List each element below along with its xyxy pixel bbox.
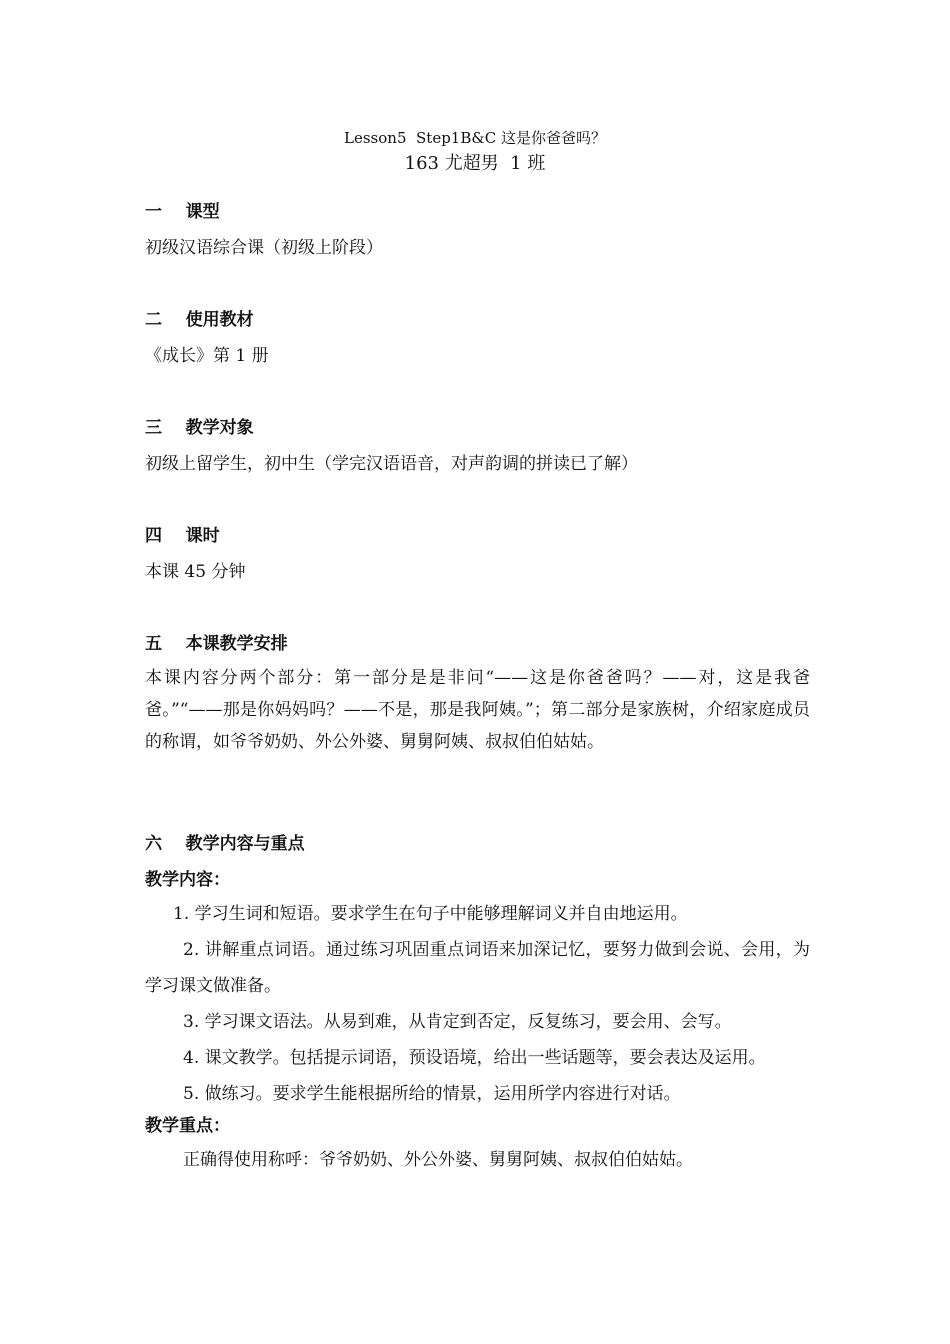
list-item: 4. 课文教学。包括提示词语，预设语境，给出一些话题等，要会表达及运用。 [183,1048,766,1068]
section-heading: 三 教学对象 [145,418,254,438]
section-body: 初级上留学生，初中生（学完汉语语音，对声韵调的拼读已了解） [145,454,638,474]
lesson-title: Lesson5 Step1B&C 这是你爸爸吗？ [344,129,606,147]
section-body: 本课 45 分钟 [145,562,246,582]
focus-text: 正确得使用称呼：爷爷奶奶、外公外婆、舅舅阿姨、叔叔伯伯姑姑。 [183,1150,693,1170]
list-item: 3. 学习课文语法。从易到难，从肯定到否定，反复练习，要会用、会写。 [183,1012,732,1032]
section-course-type [145,200,810,260]
focus-label: 教学重点： [145,1116,230,1136]
list-item: 5. 做练习。要求学生能根据所给的情景，运用所学内容进行对话。 [183,1084,681,1104]
section-body: 初级汉语综合课（初级上阶段） [145,238,383,258]
author-line: 163 尤超男 1 班 [404,153,546,174]
section-arrangement [145,632,810,758]
section-heading: 四 课时 [145,526,220,546]
section-heading: 六 教学内容与重点 [145,834,305,854]
section-body: 本课内容分两个部分：第一部分是是非问“——这是你爸爸吗？——对，这是我爸爸。”“——那是你妈妈吗？——不是，那是我阿姨。”；第二部分是家族树，介绍家庭成员的称谓，如爷爷奶奶、外公外婆、舅舅阿姨、叔叔伯伯姑姑。 [145,668,810,752]
section-heading: 一 课型 [145,202,220,222]
section-textbook [145,308,810,368]
section-heading: 五 本课教学安排 [145,634,288,654]
section-duration [145,524,810,584]
section-heading: 二 使用教材 [145,310,254,330]
section-body: 《成长》第 1 册 [145,346,269,366]
section-audience [145,416,810,476]
list-item: 2. 讲解重点词语。通过练习巩固重点词语来加深记忆，要努力做到会说、会用，为学习课文做准备。 [145,940,810,996]
document-title [0,126,950,178]
content-label: 教学内容： [145,870,230,890]
section-content-focus [145,832,810,1178]
list-item: 1. 学习生词和短语。要求学生在句子中能够理解词义并自由地运用。 [173,904,688,924]
